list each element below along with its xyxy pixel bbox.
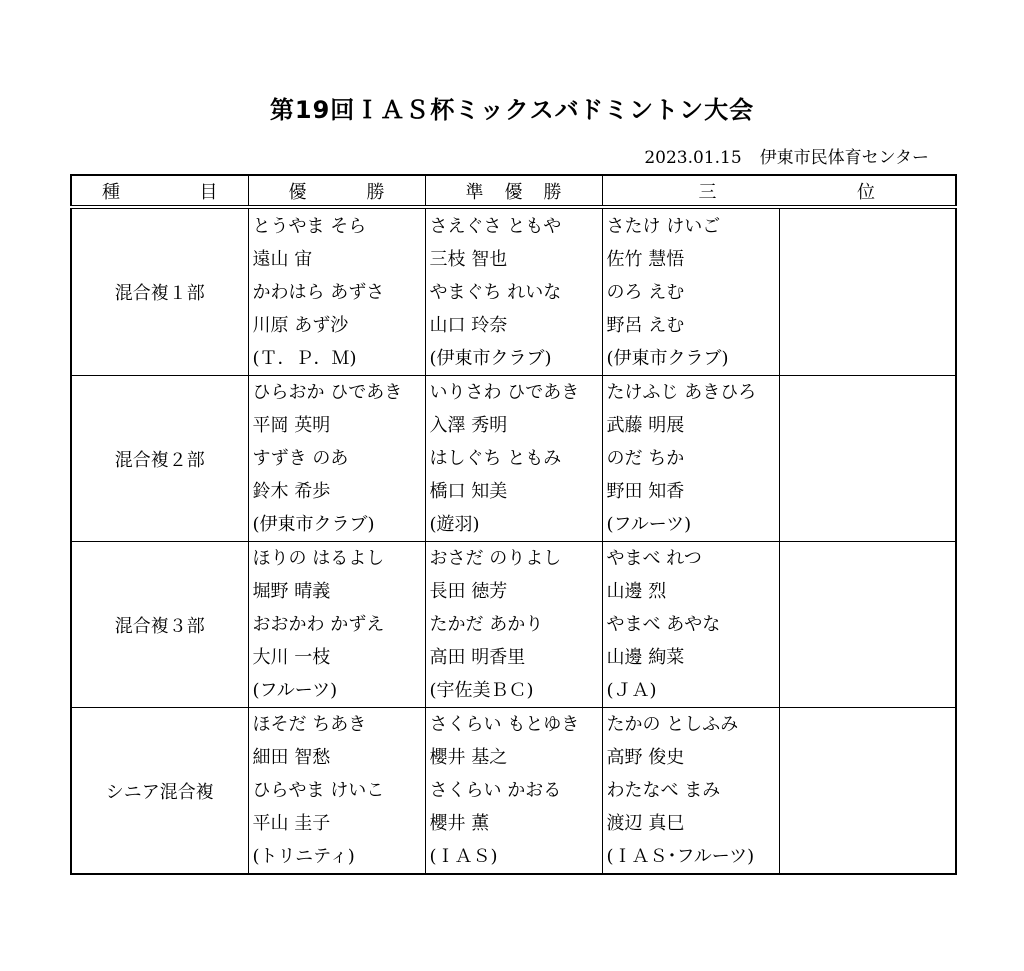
name-line: ひらやま けいこ (252, 780, 385, 801)
table-row (71, 708, 956, 875)
name-line: さくらい かおる (429, 780, 562, 801)
name-line (784, 409, 956, 442)
header-third: 三 位 (602, 175, 956, 207)
name-line: 野田 知香 (606, 481, 685, 502)
name-line: 渡辺 真巳 (606, 813, 685, 834)
name-line: ひらおか ひであき (252, 382, 403, 403)
table-row (71, 207, 956, 376)
name-line (784, 575, 956, 608)
third-cell (602, 207, 779, 376)
name-line: 三枝 智也 (429, 249, 508, 270)
name-line: さえぐさ ともや (429, 216, 562, 237)
name-line: わたなべ まみ (606, 780, 721, 801)
name-line: 武藤 明展 (606, 415, 685, 436)
name-line (784, 840, 956, 873)
name-line (784, 608, 956, 641)
name-line: (遊羽) (429, 514, 480, 535)
runner-up-cell (425, 376, 602, 542)
name-line (784, 475, 956, 508)
name-line: 川原 あず沙 (252, 315, 349, 336)
name-line: (伊東市クラブ) (606, 348, 729, 369)
name-line (784, 376, 956, 409)
name-line: ほそだ ちあき (252, 714, 367, 735)
table-row (71, 376, 956, 542)
name-line: のろ えむ (606, 282, 685, 303)
third2-cell (779, 207, 956, 376)
name-line: (フルーツ) (606, 514, 692, 535)
name-line: 平岡 英明 (252, 415, 331, 436)
name-line: 野呂 えむ (606, 315, 685, 336)
name-line: 山邊 烈 (606, 581, 667, 602)
third-cell (602, 708, 779, 875)
name-line: やまぐち れいな (429, 282, 562, 303)
runner-up-cell (425, 708, 602, 875)
name-line: (ＩＡＳ) (429, 846, 498, 867)
name-line: 入澤 秀明 (429, 415, 508, 436)
header-runner-up: 準 優 勝 (425, 175, 602, 207)
event-cell: シニア混合複 (71, 708, 248, 875)
name-line: いりさわ ひであき (429, 382, 580, 403)
runner-up-cell (425, 207, 602, 376)
event-info (626, 143, 929, 168)
name-line (784, 542, 956, 575)
name-line: 大川 一枝 (252, 647, 331, 668)
name-line (784, 342, 956, 375)
name-line: 山邊 絢菜 (606, 647, 685, 668)
name-line: 遠山 宙 (252, 249, 313, 270)
name-line (784, 774, 956, 807)
name-line (784, 674, 956, 707)
name-line (784, 508, 956, 541)
table-row (71, 542, 956, 708)
event-date: 2023.01.15 (644, 148, 742, 168)
name-line: とうやま そら (252, 216, 367, 237)
name-line: かわはら あずさ (252, 282, 385, 303)
name-line: 長田 徳芳 (429, 581, 508, 602)
name-line: (Ｔ．Ｐ．Ｍ) (252, 348, 357, 369)
name-line: 堀野 晴義 (252, 581, 331, 602)
name-line: (トリニティ) (252, 846, 355, 867)
winner-cell (248, 542, 425, 708)
header-event: 種 目 (71, 175, 248, 207)
name-line: 山口 玲奈 (429, 315, 508, 336)
winner-cell (248, 376, 425, 542)
name-line (784, 210, 956, 243)
third-cell (602, 376, 779, 542)
name-line: さたけ けいご (606, 216, 721, 237)
name-line: おおかわ かずえ (252, 614, 385, 635)
name-line (784, 807, 956, 840)
name-line: (宇佐美ＢＣ) (429, 680, 534, 701)
name-line: (伊東市クラブ) (429, 348, 552, 369)
name-line: (ＩＡＳ･フルーツ) (606, 846, 755, 867)
third2-cell (779, 708, 956, 875)
third2-cell (779, 542, 956, 708)
third-cell (602, 542, 779, 708)
runner-up-cell (425, 542, 602, 708)
name-line: やまべ れつ (606, 548, 702, 569)
name-line: やまべ あやな (606, 614, 721, 635)
event-cell: 混合複１部 (71, 207, 248, 376)
name-line (784, 442, 956, 475)
event-cell: 混合複２部 (71, 376, 248, 542)
name-line: 平山 圭子 (252, 813, 331, 834)
name-line: 佐竹 慧悟 (606, 249, 685, 270)
name-line: 橋口 知美 (429, 481, 508, 502)
name-line: 鈴木 希歩 (252, 481, 331, 502)
name-line: たかだ あかり (429, 614, 544, 635)
name-line (784, 708, 956, 741)
name-line: はしぐち ともみ (429, 448, 562, 469)
header-row (71, 175, 956, 207)
winner-cell (248, 207, 425, 376)
name-line: おさだ のりよし (429, 548, 562, 569)
header-winner: 優 勝 (248, 175, 425, 207)
name-line: 高野 俊史 (606, 747, 685, 768)
name-line (784, 276, 956, 309)
name-line: すずき のあ (252, 448, 349, 469)
name-line: さくらい もとゆき (429, 714, 580, 735)
third2-cell (779, 376, 956, 542)
event-cell: 混合複３部 (71, 542, 248, 708)
name-line: たかの としふみ (606, 714, 739, 735)
name-line: のだ ちか (606, 448, 685, 469)
name-line: ほりの はるよし (252, 548, 385, 569)
event-venue: 伊東市民体育センター (759, 148, 929, 168)
winner-cell (248, 708, 425, 875)
name-line: (ＪＡ) (606, 680, 657, 701)
name-line: 櫻井 基之 (429, 747, 508, 768)
page-title: 第19回ＩＡＳ杯ミックスバドミントン大会 (269, 96, 755, 124)
name-line: 櫻井 薫 (429, 813, 490, 834)
name-line: 細田 智愁 (252, 747, 331, 768)
name-line: たけふじ あきひろ (606, 382, 757, 403)
name-line (784, 309, 956, 342)
name-line (784, 741, 956, 774)
results-table (70, 174, 957, 875)
name-line: (フルーツ) (252, 680, 338, 701)
name-line: 高田 明香里 (429, 647, 526, 668)
name-line (784, 641, 956, 674)
name-line: (伊東市クラブ) (252, 514, 375, 535)
name-line (784, 243, 956, 276)
